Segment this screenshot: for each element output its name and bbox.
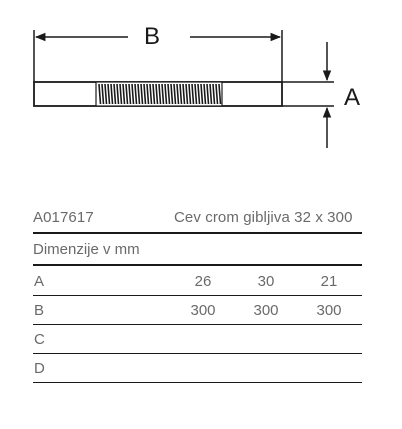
dimension-label-b: B	[143, 23, 161, 50]
row-label-b: B	[34, 302, 45, 319]
cell-b-3: 300	[316, 302, 342, 319]
cell-a-1: 26	[194, 273, 212, 290]
product-code: A017617	[33, 209, 94, 226]
row-divider	[33, 382, 362, 383]
row-divider	[33, 324, 362, 325]
row-label-a: A	[34, 273, 45, 290]
dimensions-title: Dimenzije v mm	[33, 241, 140, 258]
technical-drawing	[0, 0, 402, 200]
cell-b-2: 300	[253, 302, 279, 319]
row-label-d: D	[34, 360, 45, 377]
header-divider	[33, 232, 362, 234]
row-divider	[33, 295, 362, 296]
dimension-label-a: A	[343, 84, 361, 111]
cell-b-1: 300	[190, 302, 216, 319]
product-name: Cev crom gibljiva 32 x 300	[174, 209, 353, 226]
cell-a-2: 30	[257, 273, 275, 290]
dimensions-title-divider	[33, 264, 362, 266]
row-divider	[33, 353, 362, 354]
cell-a-3: 21	[320, 273, 338, 290]
row-label-c: C	[34, 331, 45, 348]
